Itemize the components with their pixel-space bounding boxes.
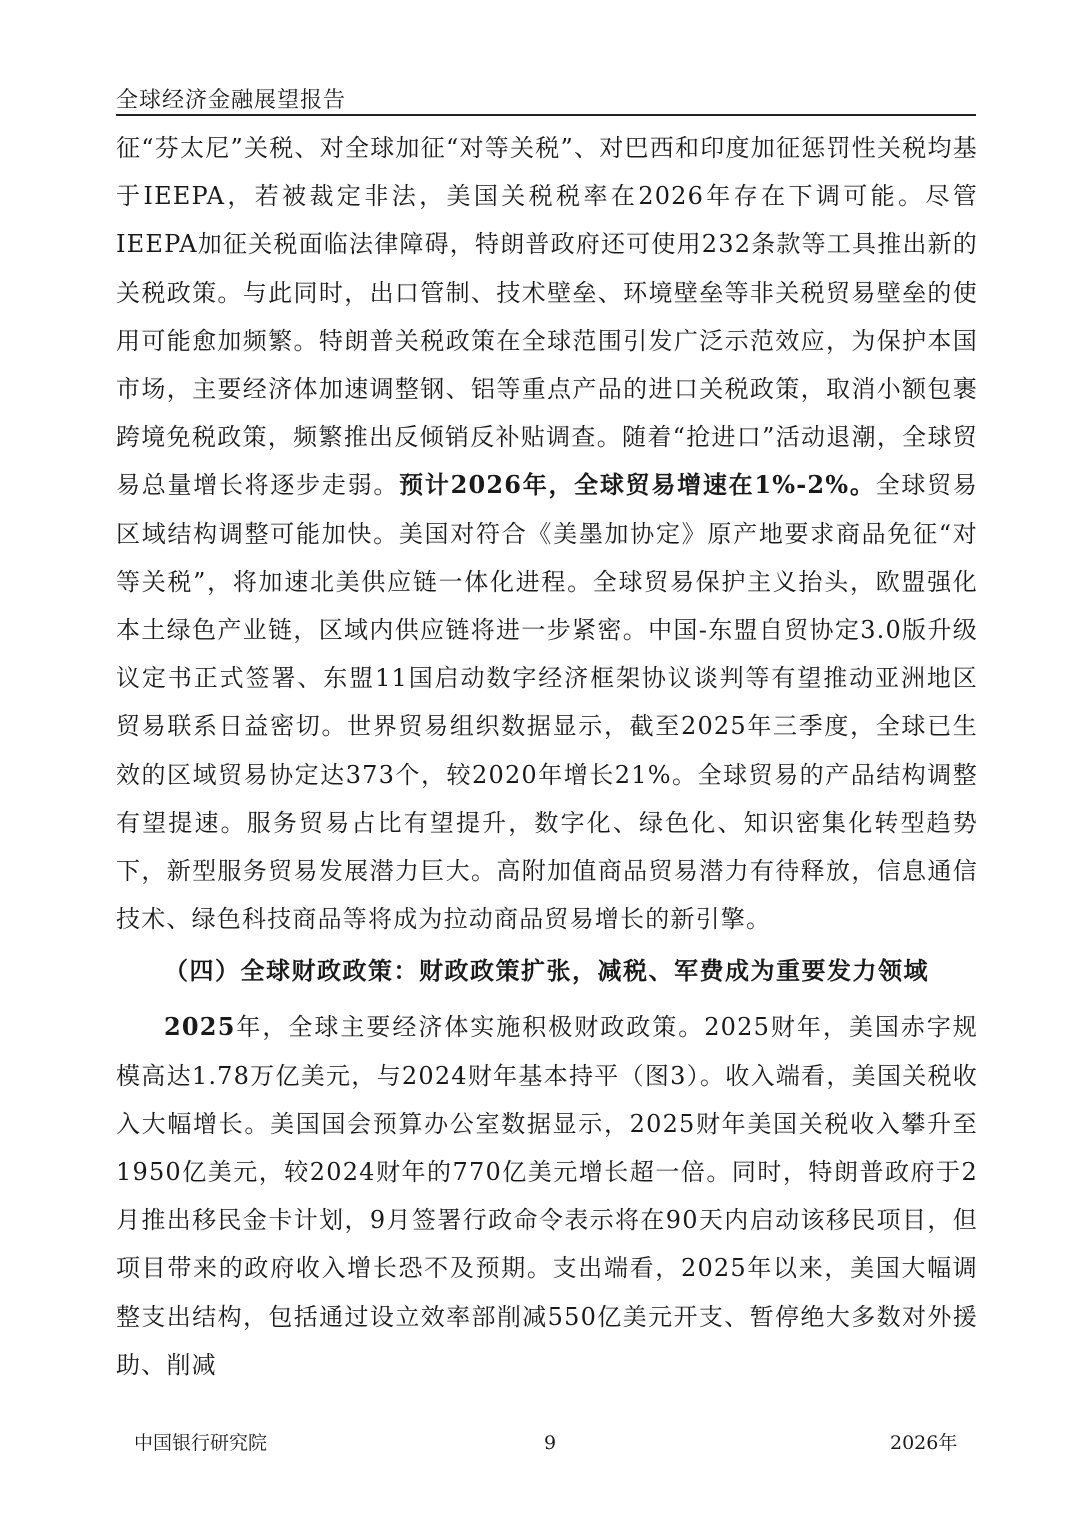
paragraph-text-continued: 全球贸易区域结构调整可能加快。美国对符合《美墨加协定》原产地要求商品免征“对等关税”，将加速北美供应链一体化进程。全球贸易保护主义抬头，欧盟强化本土绿色产业链，区域内供应链将进一步紧密。中国-东盟自贸协定3.0版升级议定书正式签署、东盟11国启动数字经济框架协议谈判等有望推动亚洲地区贸易联系日益密切。世界贸易组织数据显示，截至2025年三季度，全球已生效的区域贸易协定达373个，较2020年增长21%。全球贸易的产品结构调整有望提速。服务贸易占比有望提升，数字化、绿色化、知识密集化转型趋势下，新型服务贸易发展潜力巨大。高附加值商品贸易潜力有待释放，信息通信技术、绿色科技商品等将成为拉动商品贸易增长的新引擎。 xyxy=(116,471,979,934)
section-heading-fiscal-policy: （四）全球财政政策：财政政策扩张，减税、军费成为重要发力领域 xyxy=(164,956,929,986)
fiscal-policy-paragraph xyxy=(116,1003,978,1389)
report-header-title: 全球经济金融展望报告 xyxy=(116,88,347,113)
page-number: 9 xyxy=(543,1432,557,1454)
header-divider xyxy=(116,114,976,116)
trade-policy-paragraph xyxy=(116,124,978,943)
footer-year: 2026年 xyxy=(890,1432,958,1454)
paragraph-text: 征“芬太尼”关税、对全球加征“对等关税”、对巴西和印度加征惩罚性关税均基于IEEPA，若被裁定非法，美国关税税率在2026年存在下调可能。尽管IEEPA加征关税面临法律障碍，特朗普政府还可使用232条款等工具推出新的关税政策。与此同时，出口管制、技术壁垒、环境壁垒等非关税贸易壁垒的使用可能愈加频繁。特朗普关税政策在全球范围引发广泛示范效应，为保护本国市场，主要经济体加速调整钢、铝等重点产品的进口关税政策，取消小额包裹跨境免税政策，频繁推出反倾销反补贴调查。随着“抢进口”活动退潮，全球贸易总量增长将逐步走弱。 xyxy=(116,134,979,500)
main-body xyxy=(116,124,978,1389)
year-bold: 2025 xyxy=(164,1012,236,1042)
footer-institution: 中国银行研究院 xyxy=(134,1432,268,1454)
paragraph-text: 年，全球主要经济体实施积极财政政策。2025财年，美国赤字规模高达1.78万亿美元，与2024财年基本持平（图3）。收入端看，美国关税收入大幅增长。美国国会预算办公室数据显示，2025财年美国关税收入攀升至1950亿美元，较2024财年的770亿美元增长超一倍。同时，特朗普政府于2月推出移民金卡计划，9月签署行政命令表示将在90天内启动该移民项目，但项目带来的政府收入增长恐不及预期。支出端看，2025年以来，美国大幅调整支出结构，包括通过设立效率部削减550亿美元开支、暂停绝大多数对外援助、削减 xyxy=(116,1013,978,1379)
trade-growth-forecast: 预计2026年，全球贸易增速在1%-2%。 xyxy=(399,470,876,500)
